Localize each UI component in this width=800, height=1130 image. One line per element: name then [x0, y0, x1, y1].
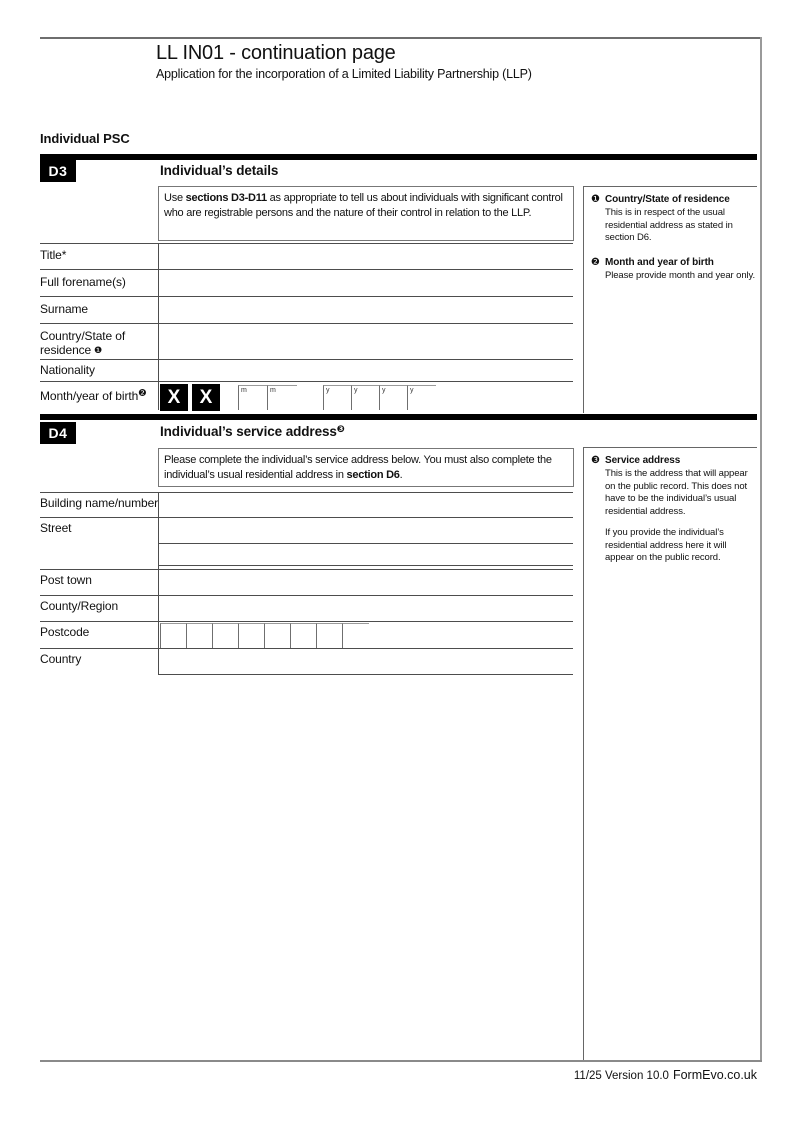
note-3-content	[605, 454, 755, 565]
country-residence-label-line2: residence	[40, 343, 92, 357]
birth-year-box[interactable]	[407, 385, 436, 410]
month-box-letter: m	[270, 387, 276, 394]
country-residence-label	[40, 329, 160, 357]
note-2-body: Please provide month and year only.	[605, 269, 755, 281]
building-input[interactable]	[159, 493, 573, 516]
forename-label: Full forename(s)	[40, 275, 126, 289]
surname-label: Surname	[40, 302, 88, 316]
title-label: Title*	[40, 248, 67, 262]
note-1-ref: ❶	[94, 345, 103, 355]
section-heading-individual-psc: Individual PSC	[40, 131, 130, 146]
country-residence-input[interactable]	[159, 324, 573, 358]
note-1-marker: ❶	[591, 194, 600, 205]
d3-instruction-pre: Use	[164, 192, 186, 204]
year-box-letter: y	[326, 387, 330, 394]
note-2-content	[605, 256, 755, 283]
d4-instruction-pre: Please complete the individual’s service address below. You must also complete the individual’s usual residential address in	[164, 454, 552, 481]
postcode-char-box[interactable]	[238, 623, 265, 648]
postcode-char-box[interactable]	[212, 623, 239, 648]
country-label: Country	[40, 652, 82, 666]
birth-year-box[interactable]	[323, 385, 352, 410]
country-residence-label-line1: Country/State of	[40, 329, 126, 343]
d4-instruction-bold: section D6	[346, 468, 400, 481]
post-town-label: Post town	[40, 573, 92, 587]
street-input-line1[interactable]	[159, 518, 573, 542]
post-town-input[interactable]	[159, 570, 573, 594]
note-1-title: Country/State of residence	[605, 194, 730, 205]
d3-instruction-rest: as appropriate to tell us about individuals with significant control who are registrable persons and the nature of their control in relation to the LLP.	[164, 192, 563, 219]
birth-day-crossed-box: X	[192, 384, 220, 411]
birth-month-box[interactable]	[238, 385, 268, 410]
year-box-letter: y	[410, 387, 414, 394]
d3-notes-panel	[583, 186, 757, 413]
note-month-year-of-birth	[591, 256, 757, 283]
birth-month-box[interactable]	[267, 385, 297, 410]
note-2-ref: ❷	[138, 388, 147, 399]
surname-input[interactable]	[159, 297, 573, 322]
birth-label	[40, 389, 165, 403]
street-bottom-line	[158, 565, 573, 566]
title-input[interactable]	[159, 244, 573, 268]
street-label: Street	[40, 521, 72, 535]
footer-version: 11/25 Version 10.0	[573, 1070, 669, 1082]
d4-badge: D4	[40, 422, 76, 444]
row-divider	[40, 381, 573, 382]
d3-badge: D3	[40, 160, 76, 182]
note-country-state-of-residence	[591, 193, 757, 245]
note-3-ref: ❸	[336, 424, 345, 435]
postcode-char-box[interactable]	[264, 623, 291, 648]
forename-input[interactable]	[159, 270, 573, 295]
county-region-label: County/Region	[40, 599, 119, 613]
postcode-char-box[interactable]	[186, 623, 213, 648]
postcode-char-box[interactable]	[160, 623, 187, 648]
note-1-content	[605, 193, 755, 245]
d4-section-bar	[40, 414, 757, 420]
d4-heading	[160, 424, 345, 439]
note-service-address	[591, 454, 757, 565]
birth-year-box[interactable]	[351, 385, 380, 410]
footer	[574, 1068, 757, 1082]
country-input[interactable]	[159, 649, 573, 673]
top-rule	[40, 37, 762, 39]
d4-instruction-post: .	[399, 468, 403, 481]
postcode-char-box[interactable]	[316, 623, 343, 648]
row-divider	[40, 621, 573, 622]
month-box-letter: m	[241, 387, 247, 394]
country-bottom-line	[158, 674, 573, 675]
footer-brand: FormEvo.co.uk	[672, 1068, 757, 1082]
note-3-body2: If you provide the individual’s residential address here it will appear on the public record.	[605, 527, 727, 563]
note-2-title: Month and year of birth	[605, 256, 714, 268]
note-2-marker: ❷	[591, 256, 600, 268]
birth-day-crossed-box: X	[160, 384, 188, 411]
bottom-rule	[40, 1060, 762, 1062]
note-3-title: Service address	[605, 455, 681, 466]
birth-label-text: Month/year of birth	[40, 389, 139, 403]
d3-instruction	[158, 186, 574, 241]
d3-section-bar	[40, 154, 757, 160]
nationality-input[interactable]	[159, 360, 573, 380]
building-label: Building name/number	[40, 496, 159, 510]
d4-instruction	[158, 448, 574, 487]
birth-year-box[interactable]	[379, 385, 408, 410]
note-3-marker: ❸	[591, 455, 600, 466]
year-box-letter: y	[382, 387, 386, 394]
note-3-body1: This is the address that will appear on the public record. This does not have to be the individual’s usual residential address.	[605, 468, 748, 517]
postcode-char-box[interactable]	[290, 623, 317, 648]
form-subtitle: Application for the incorporation of a Limited Liability Partnership (LLP)	[156, 67, 532, 81]
d4-notes-panel	[583, 447, 757, 1060]
note-1-body: This is in respect of the usual residential address as stated in section D6.	[605, 207, 733, 243]
form-title: LL IN01 - continuation page	[156, 42, 396, 64]
postcode-char-box[interactable]	[342, 623, 369, 648]
d3-heading: Individual’s details	[160, 163, 279, 178]
postcode-label: Postcode	[40, 625, 90, 639]
street-input-line2[interactable]	[159, 544, 573, 564]
year-box-letter: y	[354, 387, 358, 394]
d3-instruction-bold: sections D3-D11	[185, 192, 267, 204]
page-right-border	[760, 37, 762, 1062]
nationality-label: Nationality	[40, 363, 95, 377]
d4-heading-text: Individual’s service address	[160, 424, 337, 439]
county-region-input[interactable]	[159, 596, 573, 620]
